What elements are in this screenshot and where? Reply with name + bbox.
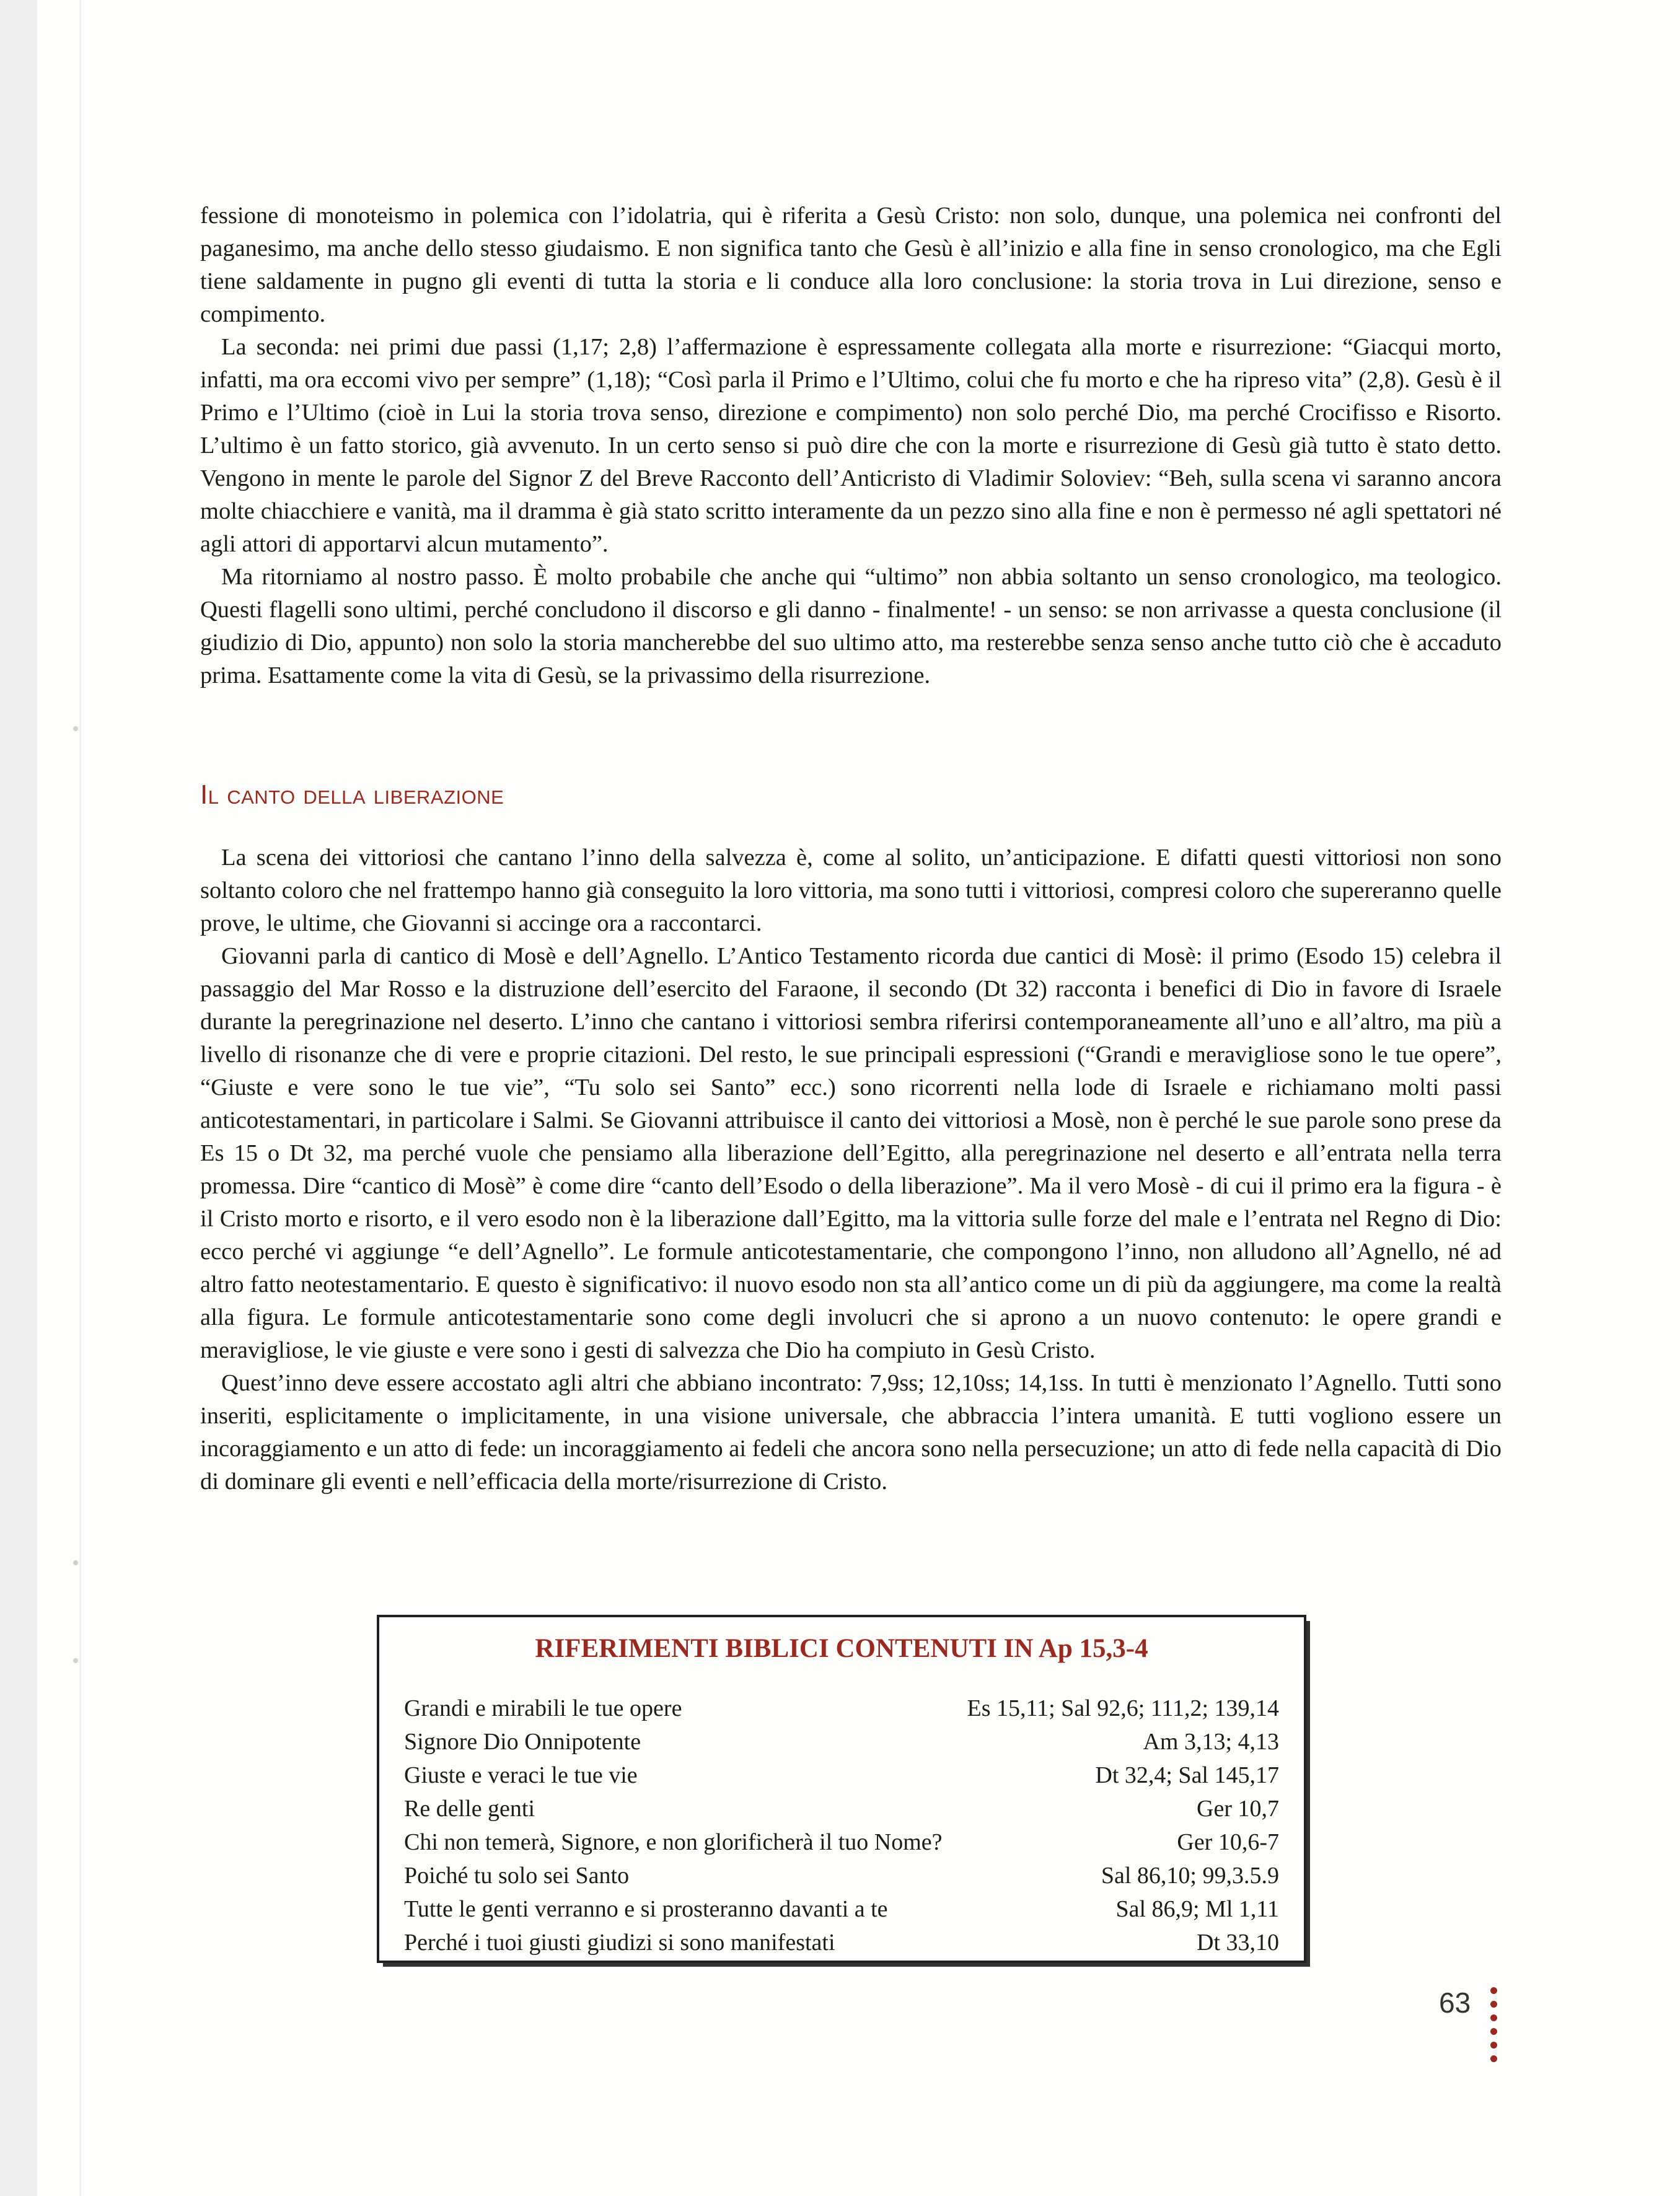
scan-speck [73, 1560, 78, 1565]
paragraph: fessione di monoteismo in polemica con l’idolatria, qui è riferita a Gesù Cristo: non solo, dunque, una polemica nei confronti del paganesimo, ma anche dello stesso giudaismo. E non significa tanto che Gesù è all’inizio e alla fine in senso cronologico, ma che Egli tiene saldamente in pugno gli eventi di tutta la storia e li conduce alla loro conclusione: la storia trova in Lui direzione, senso e compimento. [200, 203, 1502, 327]
section-heading: Il canto della liberazione [200, 780, 504, 810]
reference-row: Perché i tuoi giusti giudizi si sono manifestati Dt 33,10 [404, 1930, 1279, 1956]
reference-row: Poiché tu solo sei Santo Sal 86,10; 99,3.5.9 [404, 1863, 1279, 1889]
paragraph: Quest’inno deve essere accostato agli altri che abbiano incontrato: 7,9ss; 12,10ss; 14,1ss. In tutti è menzionato l’Agnello. Tutti sono inseriti, esplicitamente o implicitamente, in una visione universale, che abbraccia l’intera umanità. E tutti vogliono essere un incoraggiamento e un atto di fede: un incoraggiamento ai fedeli che ancora sono nella persecuzione; un atto di fede nella capacità di Dio di dominare gli eventi e nell’efficacia della morte/risurrezione di Cristo. [200, 1370, 1502, 1495]
dot-ornament [1490, 2055, 1497, 2062]
reference-row: Giuste e veraci le tue vie Dt 32,4; Sal 145,17 [404, 1762, 1279, 1788]
reference-row: Re delle genti Ger 10,7 [404, 1796, 1279, 1822]
dot-ornament [1490, 2014, 1497, 2021]
scan-speck [73, 726, 78, 731]
dot-ornament [1490, 2028, 1497, 2035]
body-text-bottom [200, 841, 1502, 1498]
body-text-top [200, 200, 1502, 692]
biblical-references-box [377, 1615, 1306, 1963]
box-title: RIFERIMENTI BIBLICI CONTENUTI IN Ap 15,3-4 [535, 1634, 1148, 1663]
page-crease [79, 0, 81, 2196]
paragraph: La scena dei vittoriosi che cantano l’inno della salvezza è, come al solito, un’anticipazione. E difatti questi vittoriosi non sono soltanto coloro che nel frattempo hanno già conseguito la loro vittoria, ma sono tutti i vittoriosi, compresi coloro che supereranno quelle prove, le ultime, che Giovanni si accinge ora a raccontarci. [200, 845, 1502, 936]
page-gutter [0, 0, 37, 2196]
page-number: 63 [1439, 1987, 1471, 2019]
page-number-dots [1490, 1987, 1499, 2069]
reference-list [404, 1692, 1279, 1959]
reference-row: Tutte le genti verranno e si prosteranno davanti a te Sal 86,9; Ml 1,11 [404, 1896, 1279, 1922]
dot-ornament [1490, 2042, 1497, 2049]
paragraph: Ma ritorniamo al nostro passo. È molto probabile che anche qui “ultimo” non abbia soltanto un senso cronologico, ma teologico. Questi flagelli sono ultimi, perché concludono il discorso e gli danno - finalmente! - un senso: se non arrivasse a questa conclusione (il giudizio di Dio, appunto) non solo la storia mancherebbe del suo ultimo atto, ma resterebbe senza senso anche tutto ciò che è accaduto prima. Esattamente come la vita di Gesù, se la privassimo della risurrezione. [200, 564, 1502, 688]
paragraph: La seconda: nei primi due passi (1,17; 2,8) l’affermazione è espressamente collegata alla morte e risurrezione: “Giacqui morto, infatti, ma ora eccomi vivo per sempre” (1,18); “Così parla il Primo e l’Ultimo, colui che fu morto e che ha ripreso vita” (2,8). Gesù è il Primo e l’Ultimo (cioè in Lui la storia trova senso, direzione e compimento) non solo perché Dio, ma perché Crocifisso e Risorto. L’ultimo è un fatto storico, già avvenuto. In un certo senso si può dire che con la morte e risurrezione di Gesù già tutto è stato detto. Vengono in mente le parole del Signor Z del Breve Racconto dell’Anticristo di Vladimir Soloviev: “Beh, sulla scena vi saranno ancora molte chiacchiere e vanità, ma il dramma è già stato scritto interamente da un pezzo sino alla fine e non è permesso né agli spettatori né agli attori di apportarvi alcun mutamento”. [200, 334, 1502, 557]
reference-row: Signore Dio Onnipotente Am 3,13; 4,13 [404, 1729, 1279, 1755]
scan-speck [73, 1658, 78, 1663]
dot-ornament [1490, 1987, 1497, 1994]
reference-row: Grandi e mirabili le tue opere Es 15,11; Sal 92,6; 111,2; 139,14 [404, 1695, 1279, 1721]
reference-row: Chi non temerà, Signore, e non glorificherà il tuo Nome? Ger 10,6-7 [404, 1829, 1279, 1855]
dot-ornament [1490, 2001, 1497, 2008]
paragraph: Giovanni parla di cantico di Mosè e dell’Agnello. L’Antico Testamento ricorda due cantici di Mosè: il primo (Esodo 15) celebra il passaggio del Mar Rosso e la distruzione dell’esercito del Faraone, il secondo (Dt 32) racconta i benefici di Dio in favore di Israele durante la peregrinazione nel deserto. L’inno che cantano i vittoriosi sembra riferirsi contemporaneamente all’uno e all’altro, ma più a livello di risonanze che di vere e proprie citazioni. Del resto, le sue principali espressioni (“Grandi e meravigliose sono le tue opere”, “Giuste e vere sono le tue vie”, “Tu solo sei Santo” ecc.) sono ricorrenti nella lode di Israele e richiamano molti passi anticotestamentari, in particolare i Salmi. Se Giovanni attribuisce il canto dei vittoriosi a Mosè, non è perché le sue parole sono prese da Es 15 o Dt 32, ma perché vuole che pensiamo alla liberazione dell’Egitto, alla peregrinazione nel deserto e all’entrata nella terra promessa. Dire “cantico di Mosè” è come dire “canto dell’Esodo o della liberazione”. Ma il vero Mosè - di cui il primo era la figura - è il Cristo morto e risorto, e il vero esodo non è la liberazione dall’Egitto, ma la vittoria sulle forze del male e l’entrata nel Regno di Dio: ecco perché vi aggiunge “e dell’Agnello”. Le formule anticotestamentarie, che compongono l’inno, non alludono all’Agnello, né ad altro fatto neotestamentario. E questo è significativo: il nuovo esodo non sta all’antico come un di più da aggiungere, ma come la realtà alla figura. Le formule anticotestamentarie sono come degli involucri che si aprono a un nuovo contenuto: le opere grandi e meravigliose, le vie giuste e vere sono i gesti di salvezza che Dio ha compiuto in Gesù Cristo. [200, 943, 1502, 1363]
